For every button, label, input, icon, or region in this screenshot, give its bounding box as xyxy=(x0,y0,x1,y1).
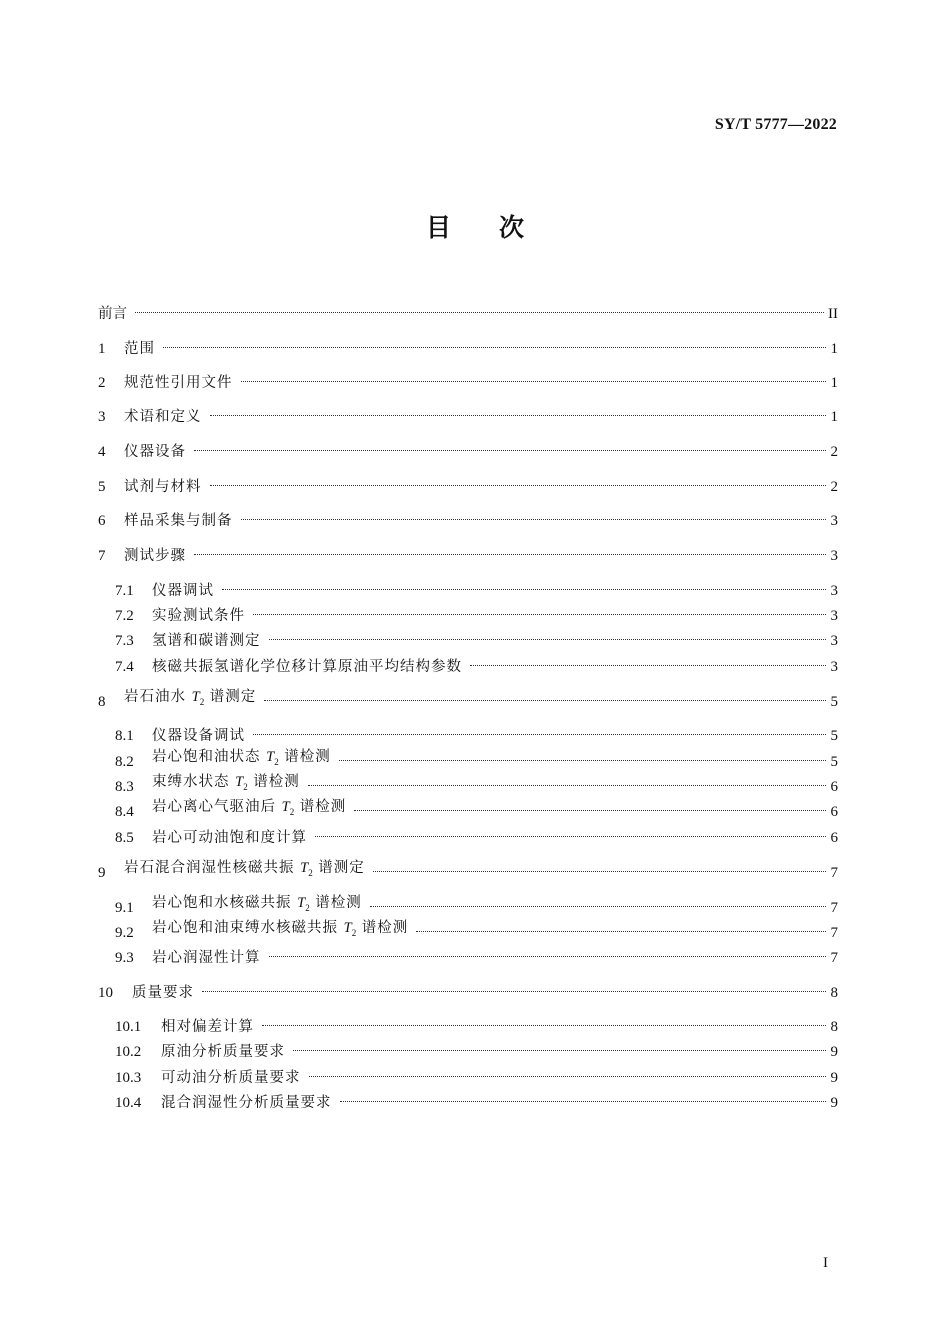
toc-number: 8.1 xyxy=(115,728,134,744)
t2-symbol: T xyxy=(343,920,352,937)
toc-page: 8 xyxy=(830,1019,838,1035)
toc-title-part: 岩心离心气驱油后 xyxy=(152,799,276,816)
toc-title: 相对偏差计算 xyxy=(161,1019,254,1035)
t2-subscript: 2 xyxy=(305,903,310,913)
toc-title-part: 岩心饱和油状态 xyxy=(152,749,261,766)
t2-subscript: 2 xyxy=(243,782,248,792)
dot-leader xyxy=(222,589,826,590)
toc-title: 核磁共振氢谱化学位移计算原油平均结构参数 xyxy=(152,659,462,675)
toc-entry-9-3[interactable] xyxy=(115,947,838,969)
toc-title xyxy=(152,771,300,798)
toc-number: 6 xyxy=(98,513,106,529)
dot-leader xyxy=(194,554,826,555)
toc-page: 6 xyxy=(830,779,838,795)
toc-title: 范围 xyxy=(124,341,155,357)
toc-number: 9.1 xyxy=(115,900,134,916)
toc-entry-7-4[interactable] xyxy=(115,656,838,678)
toc-page: 7 xyxy=(830,865,838,881)
dot-leader xyxy=(373,871,826,872)
toc-title xyxy=(124,857,365,884)
toc-number: 10.1 xyxy=(115,1019,142,1035)
toc-title: 质量要求 xyxy=(132,985,194,1001)
toc-title: 仪器设备调试 xyxy=(152,728,245,744)
toc-number: 3 xyxy=(98,409,106,425)
toc-entry-8-4[interactable] xyxy=(115,801,838,823)
toc-entry-3[interactable] xyxy=(98,406,838,428)
toc-entry-8-5[interactable] xyxy=(115,827,838,849)
toc-entry-2[interactable] xyxy=(98,372,838,394)
dot-leader xyxy=(269,639,827,640)
toc-title: 试剂与材料 xyxy=(124,479,202,495)
toc-entry-10[interactable] xyxy=(98,982,838,1004)
toc-title: 可动油分析质量要求 xyxy=(161,1070,301,1086)
toc-entry-9-1[interactable] xyxy=(115,897,838,919)
toc-page: 5 xyxy=(830,728,838,744)
dot-leader xyxy=(194,450,826,451)
toc-number: 7.3 xyxy=(115,633,134,649)
toc-title xyxy=(152,892,362,919)
toc-title xyxy=(152,746,331,773)
dot-leader xyxy=(253,734,826,735)
dot-leader xyxy=(163,347,826,348)
toc-entry-10-2[interactable] xyxy=(115,1041,838,1063)
dot-leader xyxy=(262,1025,826,1026)
toc-number: 7.1 xyxy=(115,583,134,599)
dot-leader xyxy=(354,810,826,811)
dot-leader xyxy=(308,785,826,786)
dot-leader xyxy=(293,1050,826,1051)
t2-symbol: T xyxy=(297,895,306,912)
toc-number: 7.2 xyxy=(115,608,134,624)
toc-number: 8 xyxy=(98,694,106,710)
toc-page: 1 xyxy=(830,409,838,425)
toc-page: 2 xyxy=(830,479,838,495)
toc-title: 岩心可动油饱和度计算 xyxy=(152,830,307,846)
toc-title xyxy=(152,796,346,823)
toc-entry-5[interactable] xyxy=(98,476,838,498)
toc-title: 仪器设备 xyxy=(124,444,186,460)
dot-leader xyxy=(416,931,826,932)
t2-subscript: 2 xyxy=(308,868,313,878)
dot-leader xyxy=(264,700,826,701)
dot-leader xyxy=(253,614,826,615)
dot-leader xyxy=(210,485,827,486)
t2-symbol: T xyxy=(281,799,290,816)
dot-leader xyxy=(241,519,827,520)
toc-page: 3 xyxy=(830,659,838,675)
toc-number: 9.2 xyxy=(115,925,134,941)
toc-page: 7 xyxy=(830,950,838,966)
toc-page: 1 xyxy=(830,341,838,357)
toc-entry-10-3[interactable] xyxy=(115,1067,838,1089)
toc-page: 9 xyxy=(830,1070,838,1086)
toc-entry-10-1[interactable] xyxy=(115,1016,838,1038)
toc-entry-10-4[interactable] xyxy=(115,1092,838,1114)
dot-leader xyxy=(210,415,827,416)
toc-number: 7 xyxy=(98,548,106,564)
toc-page: 5 xyxy=(830,754,838,770)
toc-number: 8.4 xyxy=(115,804,134,820)
toc-page: 3 xyxy=(830,583,838,599)
toc-title: 测试步骤 xyxy=(124,548,186,564)
toc-title-part: 谱检测 xyxy=(315,895,362,912)
toc-title: 混合润湿性分析质量要求 xyxy=(161,1095,332,1111)
toc-number: 2 xyxy=(98,375,106,391)
toc-page: 7 xyxy=(830,925,838,941)
toc-page: 7 xyxy=(830,900,838,916)
toc-number: 5 xyxy=(98,479,106,495)
toc-page: 1 xyxy=(830,375,838,391)
dot-leader xyxy=(135,312,824,313)
dot-leader xyxy=(339,760,826,761)
toc-entry-8-2[interactable] xyxy=(115,751,838,773)
toc-entry-8[interactable] xyxy=(98,691,838,713)
toc-number: 10 xyxy=(98,985,113,1001)
toc-page: 5 xyxy=(830,694,838,710)
t2-subscript: 2 xyxy=(289,807,295,817)
dot-leader xyxy=(241,381,827,382)
toc-title-part: 谱检测 xyxy=(361,920,409,937)
toc-page: 3 xyxy=(830,548,838,564)
toc-page: 3 xyxy=(830,608,838,624)
toc-entry-7-3[interactable] xyxy=(115,630,838,652)
toc-number: 7.4 xyxy=(115,659,134,675)
toc-title-part: 谱检测 xyxy=(299,799,347,816)
toc-title: 规范性引用文件 xyxy=(124,375,233,391)
toc-number: 4 xyxy=(98,444,106,460)
toc-entry-preface[interactable] xyxy=(98,303,838,325)
toc-page: 9 xyxy=(830,1044,838,1060)
t2-symbol: T xyxy=(235,774,244,791)
toc-page: 6 xyxy=(830,804,838,820)
toc-title: 实验测试条件 xyxy=(152,608,245,624)
toc-page: II xyxy=(828,306,838,322)
toc-title: 原油分析质量要求 xyxy=(161,1044,285,1060)
page-title: 目次 xyxy=(425,213,572,242)
toc-entry-9[interactable] xyxy=(98,862,838,884)
toc-title-part: 谱检测 xyxy=(253,774,300,791)
toc-number: 10.2 xyxy=(115,1044,142,1060)
dot-leader xyxy=(340,1101,827,1102)
toc-title-part: 谱测定 xyxy=(318,860,365,877)
dot-leader xyxy=(370,906,826,907)
page-number: I xyxy=(823,1255,828,1271)
t2-symbol: T xyxy=(300,860,309,877)
dot-leader xyxy=(470,665,826,666)
dot-leader xyxy=(315,836,826,837)
dot-leader xyxy=(309,1076,827,1077)
toc-title: 仪器调试 xyxy=(152,583,214,599)
toc-number: 8.2 xyxy=(115,754,134,770)
toc-entry-8-3[interactable] xyxy=(115,776,838,798)
toc-number: 8.5 xyxy=(115,830,134,846)
toc-entry-9-2[interactable] xyxy=(115,922,838,944)
toc-title-part: 谱测定 xyxy=(209,689,257,706)
toc-title-part: 岩心饱和水核磁共振 xyxy=(152,895,292,912)
toc-title: 氢谱和碳谱测定 xyxy=(152,633,261,649)
t2-subscript: 2 xyxy=(274,757,279,767)
toc-entry-1[interactable] xyxy=(98,338,838,360)
toc-title-part: 岩石油水 xyxy=(124,689,186,706)
toc-title-part: 岩心饱和油束缚水核磁共振 xyxy=(152,920,338,937)
toc-entry-8-1[interactable] xyxy=(115,725,838,747)
toc-title-part: 岩石混合润湿性核磁共振 xyxy=(124,860,295,877)
toc-entry-7[interactable] xyxy=(98,545,838,567)
toc-page: 9 xyxy=(830,1095,838,1111)
toc-title: 样品采集与制备 xyxy=(124,513,233,529)
toc-number: 8.3 xyxy=(115,779,134,795)
toc-title: 岩心润湿性计算 xyxy=(152,950,261,966)
toc-page: 3 xyxy=(830,513,838,529)
toc-title-part: 谱检测 xyxy=(284,749,331,766)
toc-title: 前言 xyxy=(98,306,127,322)
toc-number: 10.3 xyxy=(115,1070,142,1086)
toc-page: 2 xyxy=(830,444,838,460)
toc-entry-6[interactable] xyxy=(98,510,838,532)
document-code: SY/T 5777—2022 xyxy=(714,116,837,133)
toc-entry-7-2[interactable] xyxy=(115,605,838,627)
toc-number: 9 xyxy=(98,865,106,881)
toc-page: 8 xyxy=(830,985,838,1001)
toc-number: 9.3 xyxy=(115,950,134,966)
toc-title: 术语和定义 xyxy=(124,409,202,425)
toc-title-part: 束缚水状态 xyxy=(152,774,230,791)
dot-leader xyxy=(202,991,826,992)
toc-title xyxy=(124,686,256,713)
toc-entry-7-1[interactable] xyxy=(115,580,838,602)
dot-leader xyxy=(269,956,827,957)
toc-title xyxy=(152,917,408,944)
t2-symbol: T xyxy=(266,749,275,766)
t2-symbol: T xyxy=(191,689,200,706)
toc-entry-4[interactable] xyxy=(98,441,838,463)
t2-subscript: 2 xyxy=(199,697,205,707)
toc-number: 1 xyxy=(98,341,106,357)
toc-number: 10.4 xyxy=(115,1095,142,1111)
toc-page: 6 xyxy=(830,830,838,846)
toc-page: 3 xyxy=(830,633,838,649)
t2-subscript: 2 xyxy=(351,928,357,938)
